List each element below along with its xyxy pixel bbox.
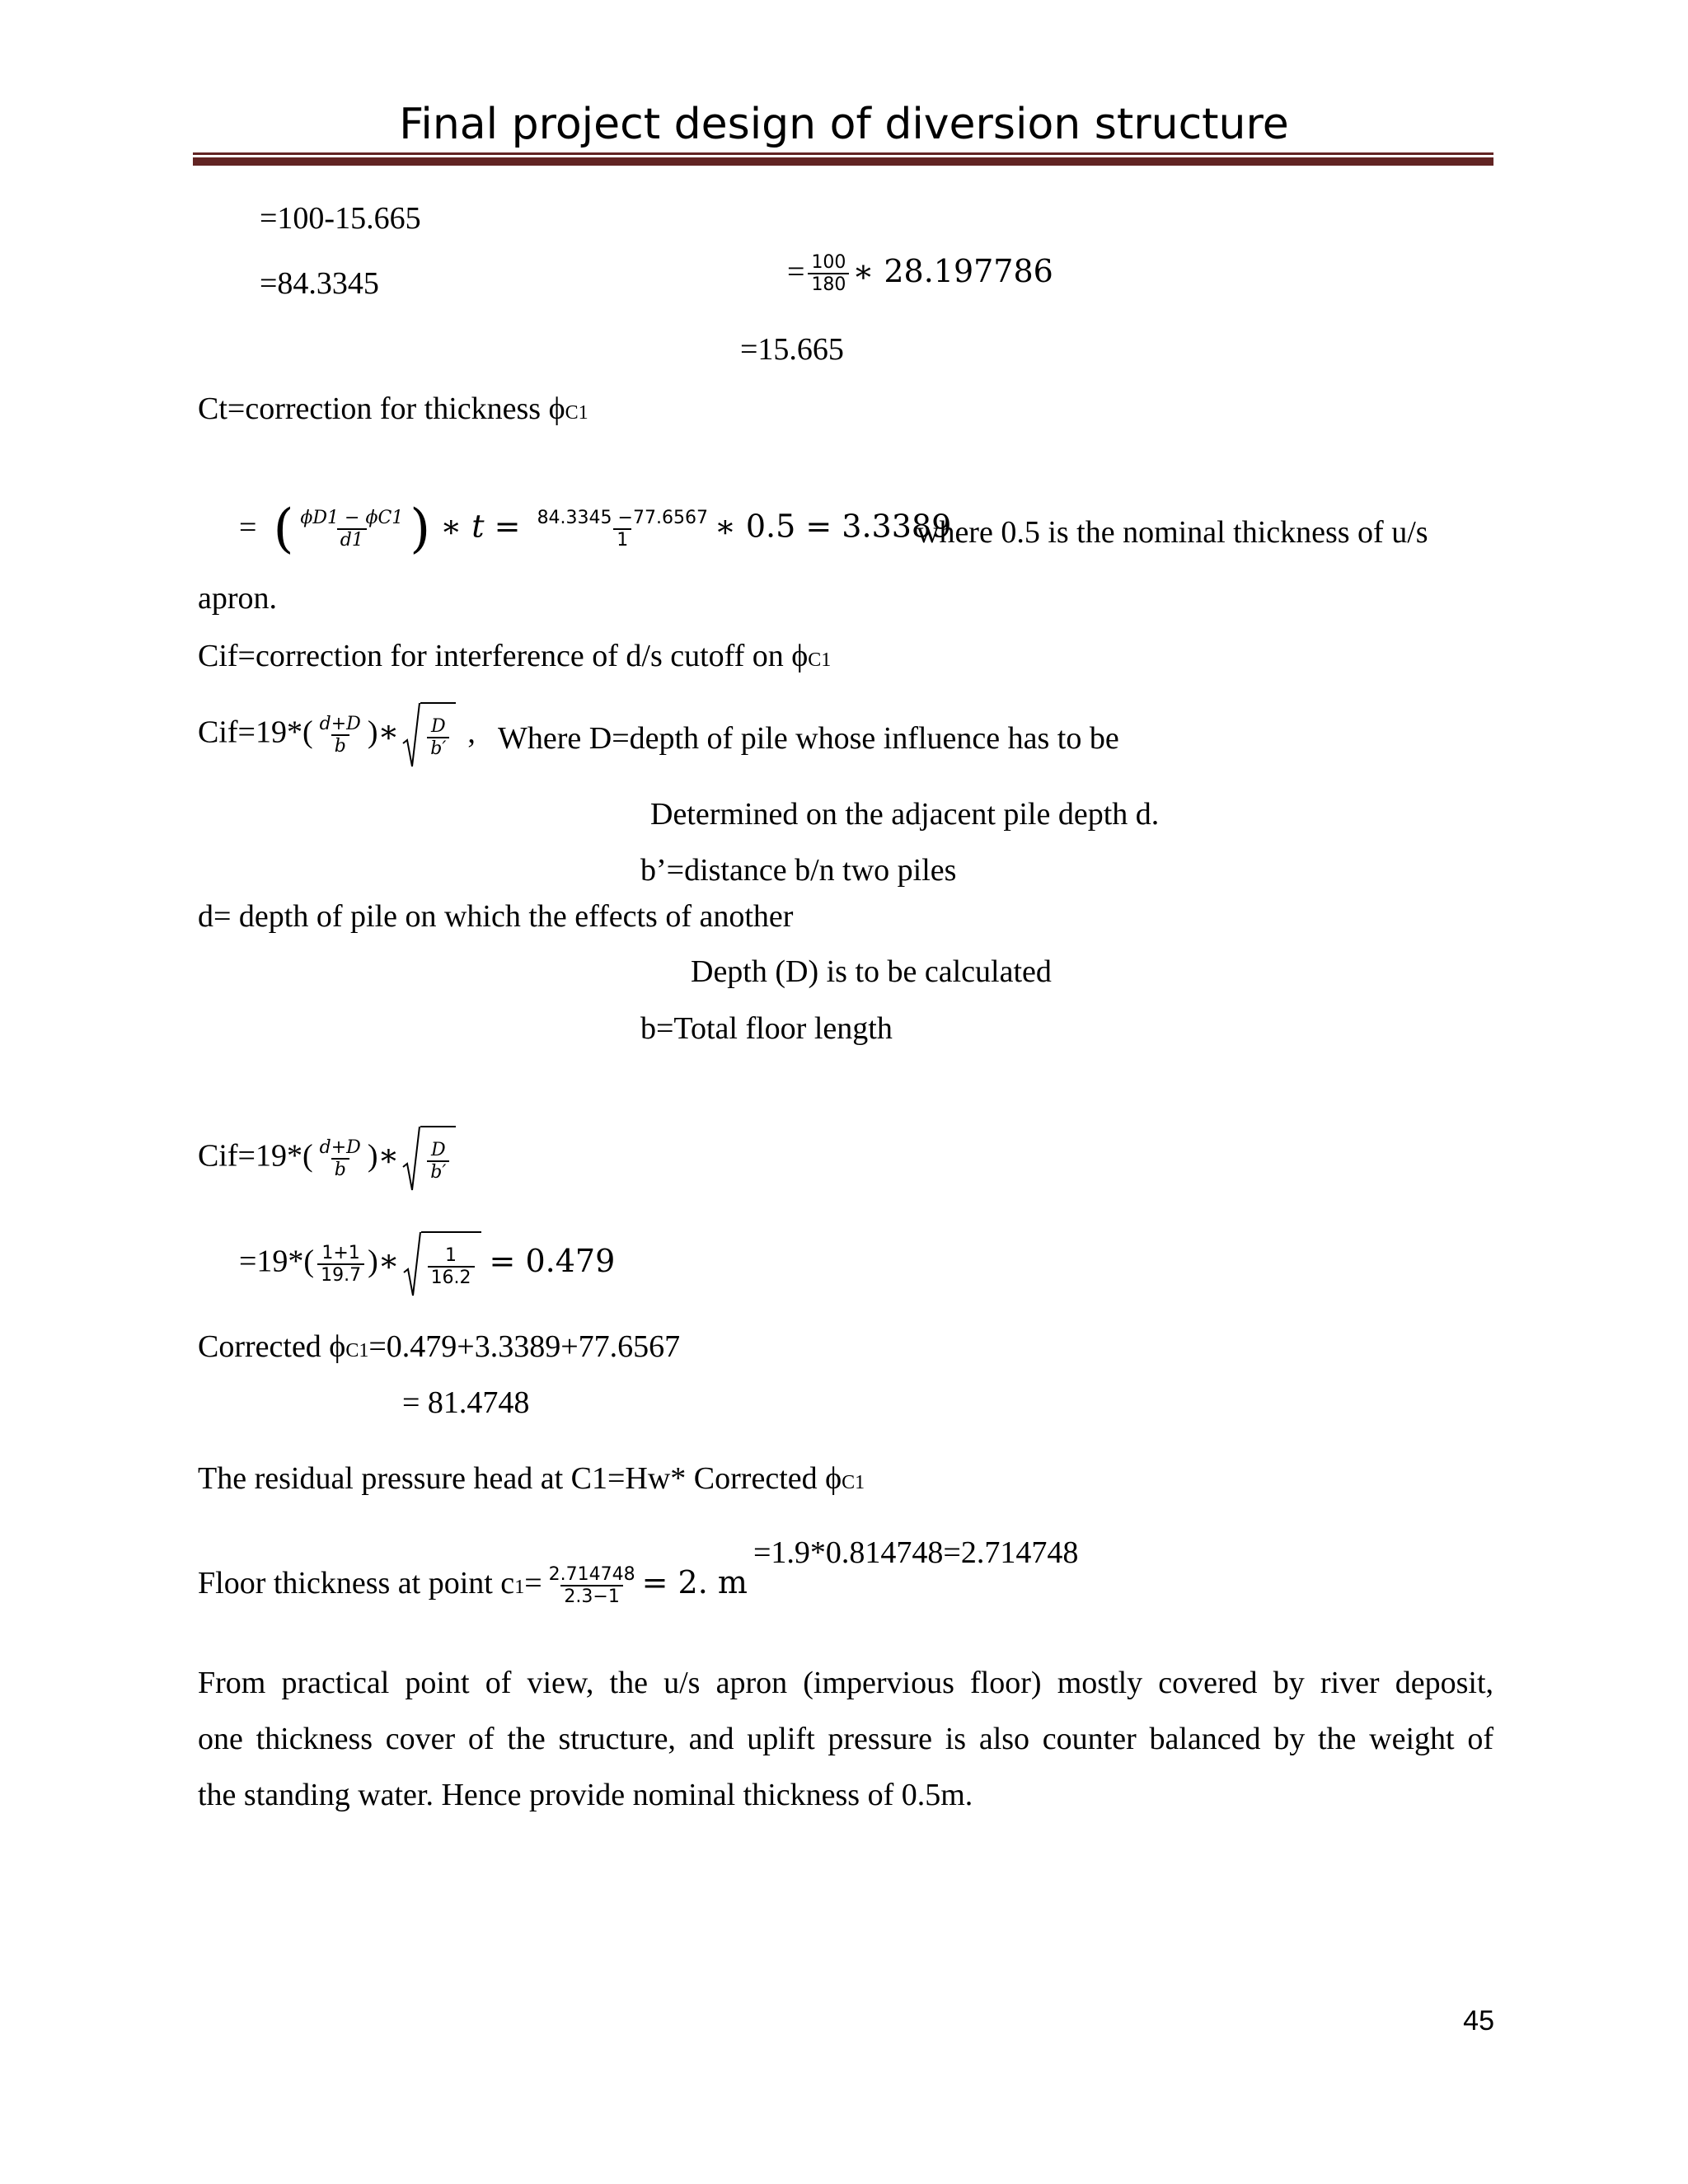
page-header-title: Final project design of diversion structure [399, 100, 1289, 149]
calc-radical-sign [403, 1231, 421, 1297]
header-rule-thin [193, 152, 1493, 155]
ct-mid: ∗ t = [440, 508, 521, 545]
page-number: 45 [1463, 2005, 1494, 2036]
corrected-sub: C1 [345, 1340, 369, 1361]
corrected-lead: Corrected ϕ [198, 1329, 346, 1364]
rhs-frac-den: 180 [808, 273, 849, 295]
cif2-f-num: d+D [319, 1137, 361, 1158]
cif-f-den: b [331, 734, 349, 757]
calc-result: = 0.479 [489, 1242, 616, 1279]
calc-f-den: 19.7 [317, 1263, 364, 1286]
calc-fraction [317, 1243, 364, 1286]
floor-f-den: 2.3−1 [560, 1585, 622, 1607]
ct-f1-den: d1 [337, 528, 367, 551]
cif-sqrt-den: b′ [427, 737, 449, 759]
determined-text: Determined on the adjacent pile depth d. [650, 797, 1160, 832]
floor-thickness-line [198, 1564, 748, 1608]
header-rule-thick [193, 157, 1493, 166]
cif2-radical-sign [402, 1126, 420, 1192]
floor-f-num: 2.714748 [548, 1564, 635, 1585]
cif2-lead: Cif=19*( [198, 1138, 313, 1174]
ct-definition [198, 391, 588, 429]
rhs-result: =15.665 [740, 332, 844, 367]
cif-lead: Cif=19*( [198, 715, 313, 750]
ct-f1-num: ϕD1 − ϕC1 [300, 507, 404, 528]
floor-fraction [546, 1564, 639, 1608]
rhs-fraction [808, 252, 849, 296]
b-prime-definition: b’=distance b/n two piles [640, 853, 957, 888]
ct-paren-open: ( [273, 499, 294, 560]
calc-sqrt-fraction [428, 1245, 475, 1289]
cif2-mid: )∗ [367, 1138, 400, 1174]
floor-sub: 1 [514, 1577, 525, 1599]
rhs-equation [787, 252, 1053, 296]
ct-eq-lead: = [239, 509, 257, 545]
paragraph-line-2: one thickness cover of the structure, and uplift pressure is also counter balanced by the weight of [198, 1722, 1493, 1756]
cif2-sqrt-den: b′ [427, 1160, 449, 1183]
ct-f2-den: 1 [613, 528, 631, 551]
cif-f-num: d+D [319, 713, 361, 734]
floor-lead: Floor thickness at point c [198, 1566, 515, 1601]
ct-fraction-2 [534, 508, 711, 551]
calc-sqrt-num: 1 [445, 1244, 457, 1266]
residual-result: =1.9*0.814748=2.714748 [753, 1535, 1079, 1570]
paragraph-line-3: the standing water. Hence provide nominal thickness of 0.5m. [198, 1778, 973, 1812]
paragraph-line-1: From practical point of view, the u/s apron (impervious floor) mostly covered by river deposit, [198, 1666, 1493, 1700]
calc-sqrt [403, 1231, 481, 1297]
calc-mid: )∗ [368, 1244, 400, 1279]
residual-line [198, 1460, 865, 1498]
line-84-3345: =84.3345 [260, 266, 379, 301]
corrected-result: = 81.4748 [402, 1385, 530, 1420]
cif2-sqrt-num: D [431, 1139, 446, 1160]
depth-d-text: Depth (D) is to be calculated [691, 954, 1052, 989]
line-100-minus: =100-15.665 [260, 201, 421, 236]
cif-def-sub: C1 [808, 649, 832, 671]
rhs-tail: ∗ 28.197786 [852, 252, 1053, 289]
residual-lead: The residual pressure head at C1=Hw* Corrected ϕ [198, 1461, 842, 1496]
cif-radical-sign [402, 702, 420, 768]
calc-f-num: 1+1 [321, 1242, 360, 1263]
ct-tail-text: where 0.5 is the nominal thickness of u/s [917, 515, 1428, 550]
cif-mid: )∗ [367, 715, 400, 750]
cif-def-text: Cif=correction for interference of d/s cutoff on ϕ [198, 639, 809, 673]
cif-calculation [239, 1231, 615, 1297]
calc-sqrt-den: 16.2 [428, 1266, 475, 1288]
cif2-sqrt [402, 1126, 456, 1192]
calc-lead: =19*( [239, 1244, 315, 1279]
cif-sqrt-num: D [431, 715, 446, 737]
d-definition: d= depth of pile on which the effects of another [198, 899, 794, 934]
ct-def-sub: C1 [565, 402, 588, 424]
residual-sub: C1 [842, 1472, 865, 1493]
cif-sqrt-fraction [427, 716, 449, 760]
ct-tail-math: ∗ 0.5 = 3.3389 [714, 508, 952, 545]
ct-paren-close: ) [410, 499, 431, 560]
cif-comma: , [467, 715, 476, 750]
ct-f2-num: 84.3345 −77.6567 [537, 507, 708, 528]
corrected-line [198, 1329, 680, 1366]
floor-eq: = [524, 1566, 542, 1601]
cif2-fraction [316, 1137, 364, 1181]
rhs-frac-num: 100 [811, 252, 846, 273]
cif-formula [198, 702, 476, 768]
rhs-eq-sign: = [787, 254, 805, 289]
ct-equation [239, 499, 952, 560]
apron-line: apron. [198, 581, 278, 616]
cif-sqrt [402, 702, 456, 768]
cif-fraction [316, 714, 364, 757]
ct-def-text: Ct=correction for thickness ϕ [198, 391, 565, 426]
cif2-f-den: b [331, 1158, 349, 1180]
where-d-text: Where D=depth of pile whose influence has to be [498, 721, 1119, 756]
cif-formula-repeat [198, 1126, 456, 1192]
floor-result: = 2. m [641, 1564, 748, 1601]
corrected-expr: =0.479+3.3389+77.6567 [368, 1329, 681, 1364]
b-definition: b=Total floor length [640, 1011, 893, 1046]
ct-fraction-1 [297, 508, 406, 551]
cif2-sqrt-fraction [427, 1140, 449, 1183]
cif-definition [198, 638, 831, 676]
